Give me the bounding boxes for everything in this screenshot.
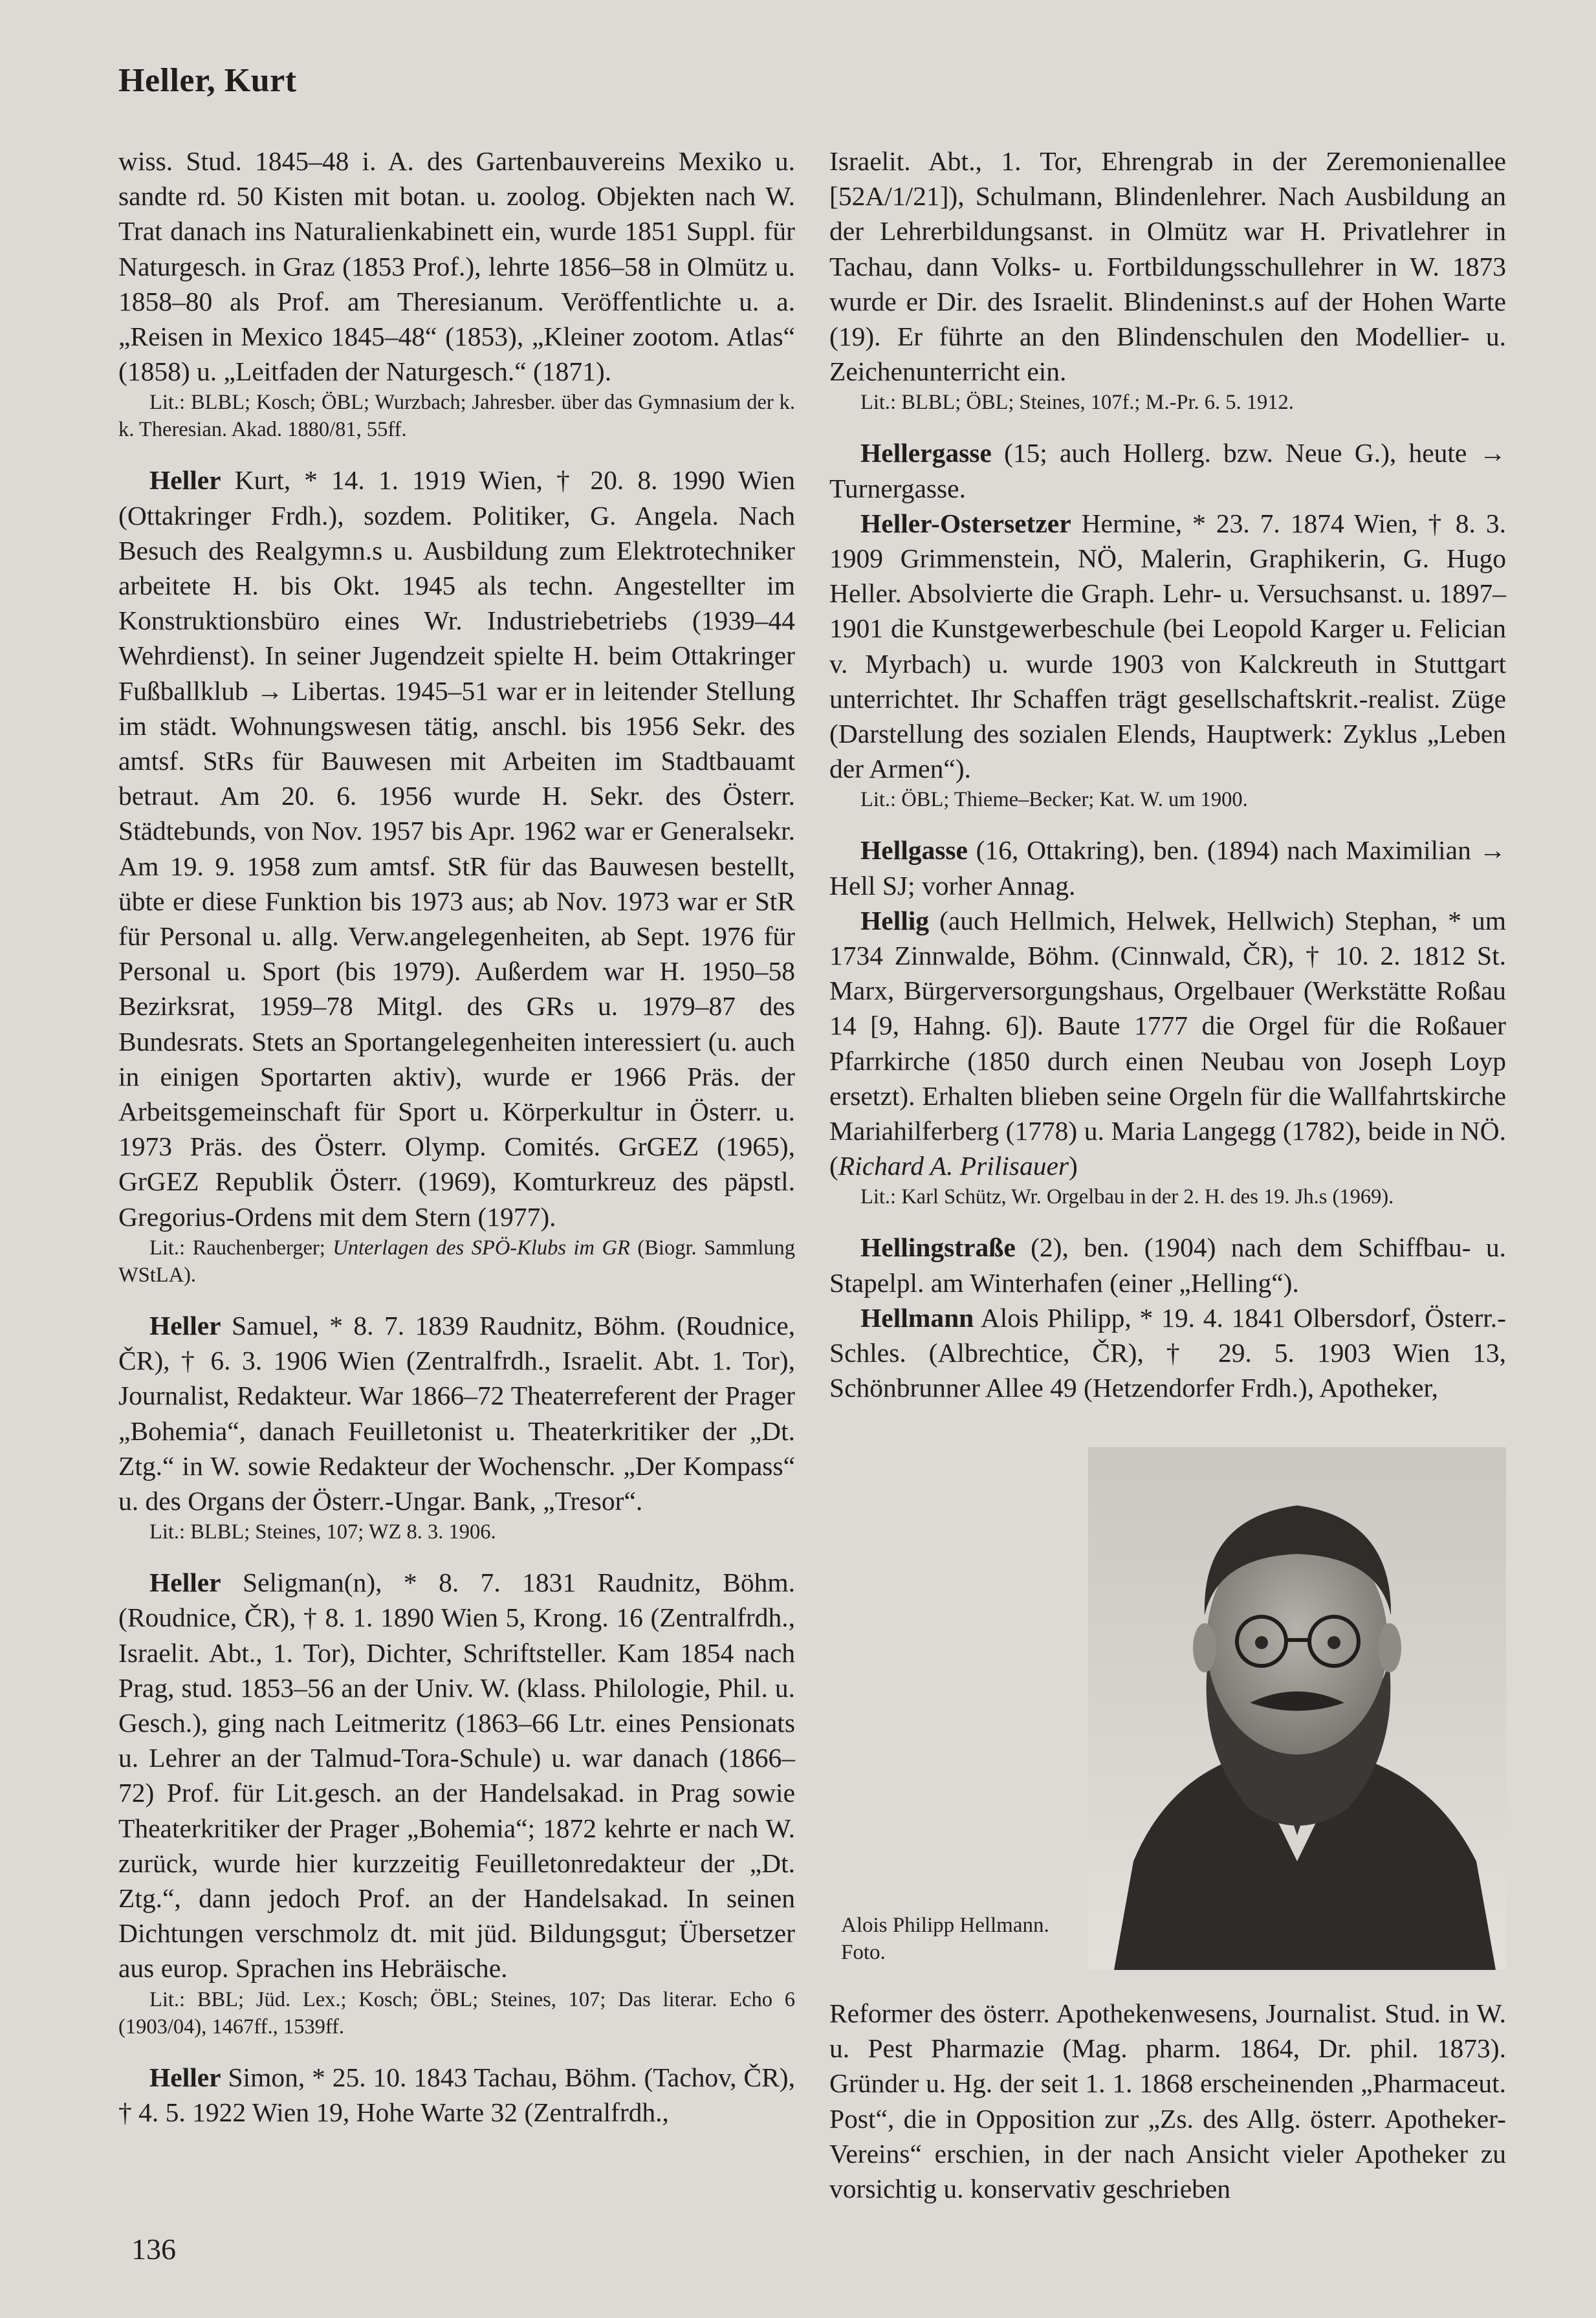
entry-hellingstrasse (829, 1230, 1506, 1300)
continued-entry: wiss. Stud. 1845–48 i. A. des Gartenbauvereins Mexiko u. sandte rd. 50 Kisten mit botan. u. zoolog. Objekten nach W. Trat danach ins Naturalienkabinett ein, wurde 1851 Suppl. für Naturgesch. in Graz (1853 Prof.), lehrte 1856–58 in Olmütz u. 1858–80 als Prof. am Theresianum. Veröffentlichte u. a. „Reisen in Mexico 1845–48“ (1853), „Kleiner zootom. Atlas“ (1858) u. „Leitfaden der Naturgesch.“ (1871). (118, 146, 795, 387)
headword: Heller (149, 465, 221, 496)
entry-heller-ostersetzer (829, 506, 1506, 787)
entry-heller-seligmann (118, 1565, 795, 1985)
lit-text: (Biogr. Sammlung WStLA). (118, 1236, 795, 1287)
entry-text: ) (1069, 1151, 1078, 1181)
entry-text: Alois Philipp, * 19. 4. 1841 Olbersdorf, Österr.-Schles. (Albrechtice, ČR), † 29. 5. 1903 Wien 13, Schönbrunner Allee 49 (Hetzendorfer Frdh.), Apotheker, (829, 1302, 1506, 1403)
figure-caption: Alois Philipp Hellmann. Foto. (841, 1914, 1049, 1964)
literature-reference: Lit.: BLBL; ÖBL; Steines, 107f.; M.-Pr. 6. 5. 1912. (860, 391, 1294, 415)
entry-text: Simon, * 25. 10. 1843 Tachau, Böhm. (Tachov, ČR), † 4. 5. 1922 Wien 19, Hohe Warte 32 (Zentralfrdh., (118, 2062, 795, 2127)
page-number: 136 (131, 2233, 176, 2266)
headword: Heller (149, 1568, 221, 1598)
literature-reference: Lit.: BLBL; Steines, 107; WZ 8. 3. 1906. (149, 1520, 496, 1544)
continued-entry: Israelit. Abt., 1. Tor, Ehrengrab in der Zeremonienallee [52A/1/21]), Schulmann, Blindenlehrer. Nach Ausbildung an der Lehrerbildungsanst. in Olmütz war H. Privatlehrer in Tachau, dann Volks- u. Fortbildungsschullehrer in W. 1873 wurde er Dir. des Israelit. Blindeninst.s auf der Hohen Warte (19). Er führte an den Blindenschulen den Modellier- u. Zeichenunterricht ein. (829, 146, 1506, 387)
literature-reference: Lit.: BBL; Jüd. Lex.; Kosch; ÖBL; Steines, 107; Das literar. Echo 6 (1903/04), 1467ff., 1539ff. (118, 1987, 795, 2039)
entry-text: (2), ben. (1904) nach dem Schiffbau- u. Stapelpl. am Winterhafen (einer „Helling“). (829, 1232, 1506, 1298)
right-column (829, 144, 1506, 1406)
entry-text: Samuel, * 8. 7. 1839 Raudnitz, Böhm. (Roudnice, ČR), † 6. 3. 1906 Wien (Zentralfrdh., Israelit. Abt. 1. Tor), Journalist, Redakteur. War 1866–72 Theaterreferent der Prager „Bohemia“, danach Feuilletonist u. Theaterkritiker der „Dt. Ztg.“ in W. sowie Redakteur der Wochenschr. „Der Kompass“ u. des Organs der Österr.-Ungar. Bank, „Tresor“. (118, 1310, 795, 1516)
headword: Hellergasse (860, 438, 992, 468)
author-signature: Richard A. Prilisauer (838, 1151, 1069, 1181)
entry-hellgasse (829, 833, 1506, 902)
headword: Hellgasse (860, 835, 968, 866)
entry-hellmann (829, 1300, 1506, 1406)
running-head: Heller, Kurt (118, 62, 297, 99)
lit-text: Lit.: Rauchenberger; (149, 1236, 333, 1260)
entry-text: Hermine, * 23. 7. 1874 Wien, † 8. 3. 1909 Grimmenstein, NÖ, Malerin, Graphikerin, G. Hugo Heller. Absolvierte die Graph. Lehr- u. Versuchsanst. u. 1897–1901 die Kunstgewerbeschule (bei Leopold Karger u. Felician v. Myrbach) u. wurde 1903 von Kalckreuth in Stuttgart unterrichtet. Ihr Schaffen trägt gesellschaftskrit.-realist. Züge (Darstellung des sozialen Elends, Hauptwerk: Zyklus „Leben der Armen“). (829, 508, 1506, 784)
entry-hellergasse (829, 435, 1506, 505)
left-column (118, 144, 795, 2130)
entry-text: (16, Ottakring), ben. (1894) nach Maximilian → Hell SJ; vorher Annag. (829, 835, 1506, 901)
entry-heller-samuel (118, 1308, 795, 1518)
headword: Hellmann (860, 1302, 974, 1333)
entry-hellmann-continued (829, 1996, 1506, 2206)
headword: Hellig (860, 905, 930, 935)
entry-text: Seligman(n), * 8. 7. 1831 Raudnitz, Böhm. (Roudnice, ČR), † 8. 1. 1890 Wien 5, Krong. 16 (Zentralfrdh., Israelit. Abt., 1. Tor), Dichter, Schriftsteller. Kam 1854 nach Prag, stud. 1853–56 an der Univ. W. (klass. Philologie, Phil. u. Gesch.), ging nach Leitmeritz (1863–66 Ltr. eines Pensionats u. Lehrer an der Talmud-Tora-Schule) u. war danach (1866–72) Prof. für Lit.gesch. an der Handelsakad. in Prag sowie Theaterkritiker der Prager „Bohemia“; 1872 kehrte er nach W. zurück, wurde hier kurzzeitig Feuilletonredakteur der „Dt. Ztg.“, dann jedoch Prof. an der Handelsakad. In seinen Dichtungen verschmolz dt. mit jüd. Bildungsgut; Übersetzer aus europ. Sprachen ins Hebräische. (118, 1568, 795, 1984)
headword: Heller (149, 2062, 221, 2092)
headword: Heller (149, 1310, 221, 1340)
literature-reference: Lit.: Karl Schütz, Wr. Orgelbau in der 2. H. des 19. Jh.s (1969). (860, 1185, 1394, 1209)
continued-entry: Reformer des österr. Apothekenwesens, Journalist. Stud. in W. u. Pest Pharmazie (Mag. pharm. 1864, Dr. phil. 1873). Gründer u. Hg. der seit 1. 1. 1868 erscheinenden „Pharmaceut. Post“, die in Opposition zur „Zs. des Allg. österr. Apotheker-Vereins“ erschien, in der nach Ansicht vieler Apotheker zu vorsichtig u. konservativ geschrieben (829, 1998, 1506, 2204)
entry-hellig (829, 903, 1506, 1184)
headword: Heller-Ostersetzer (860, 508, 1071, 538)
entry-text: (15; auch Hollerg. bzw. Neue G.), heute → Turnergasse. (829, 438, 1506, 503)
entry-text: (auch Hellmich, Helwek, Hellwich) Stephan, * um 1734 Zinnwalde, Böhm. (Cinnwald, ČR), † 10. 2. 1812 St. Marx, Bürgerversorgungshaus, Orgelbauer (Werkstätte Roßau 14 [9, Hahng. 6]). Baute 1777 die Orgel für die Roßauer Pfarrkirche (1850 durch einen Neubau von Joseph Loyp ersetzt). Erhalten blieben seine Orgeln für die Wallfahrtskirche Mariahilferberg (1778) u. Maria Langegg (1782), beide in NÖ. ( (829, 905, 1506, 1181)
entry-text: Kurt, * 14. 1. 1919 Wien, † 20. 8. 1990 Wien (Ottakringer Frdh.), sozdem. Politiker, G. Angela. Nach Besuch des Realgymn.s u. Ausbildung zum Elektrotechniker arbeitete H. bis Okt. 1945 als techn. Angestellter im Konstruktionsbüro eines Wr. Industriebetriebs (1939–44 Wehrdienst). In seiner Jugendzeit spielte H. beim Ottakringer Fußballklub → Libertas. 1945–51 war er in leitender Stellung im städt. Wohnungswesen tätig, anschl. bis 1956 Sekr. des amtsf. StRs für Bauwesen mit Arbeiten im Stadtbauamt betraut. Am 20. 6. 1956 wurde H. Sekr. des Österr. Städtebunds, von Nov. 1957 bis Apr. 1962 war er Generalsekr. Am 19. 9. 1958 zum amtsf. StR für das Bauwesen bestellt, übte er diese Funktion bis 1973 aus; ab Nov. 1973 war er StR für Personal u. allg. Verw.angelegenheiten, ab Sept. 1976 für Personal u. Sport (bis 1979). Außerdem war H. 1950–58 Bezirksrat, 1959–78 Mitgl. des GRs u. 1979–87 des Bundesrats. Stets an Sportangelegenheiten interessiert (u. auch in einigen Sportarten aktiv), wurde er 1966 Präs. der Arbeitsgemeinschaft für Sport u. Körperkultur in Österr. u. 1973 Präs. des Österr. Olymp. Comités. GrGEZ (1965), GrGEZ Republik Österr. (1969), Komturkreuz des päpstl. Gregorius-Ordens mit dem Stern (1977). (118, 465, 795, 1232)
literature-reference: Lit.: BLBL; Kosch; ÖBL; Wurzbach; Jahresber. über das Gymnasium der k. k. Theresian. Akad. 1880/81, 55ff. (118, 391, 795, 442)
literature-reference: Lit.: ÖBL; Thieme–Becker; Kat. W. um 1900. (860, 788, 1248, 812)
headword: Hellingstraße (860, 1232, 1016, 1263)
entry-heller-simon (118, 2060, 795, 2130)
entry-heller-kurt (118, 463, 795, 1234)
portrait-figure (829, 1447, 1506, 1970)
lit-italic: Unterlagen des SPÖ-Klubs im GR (333, 1236, 630, 1260)
portrait-engraving-icon (1088, 1447, 1506, 1970)
literature-reference (118, 1234, 795, 1289)
